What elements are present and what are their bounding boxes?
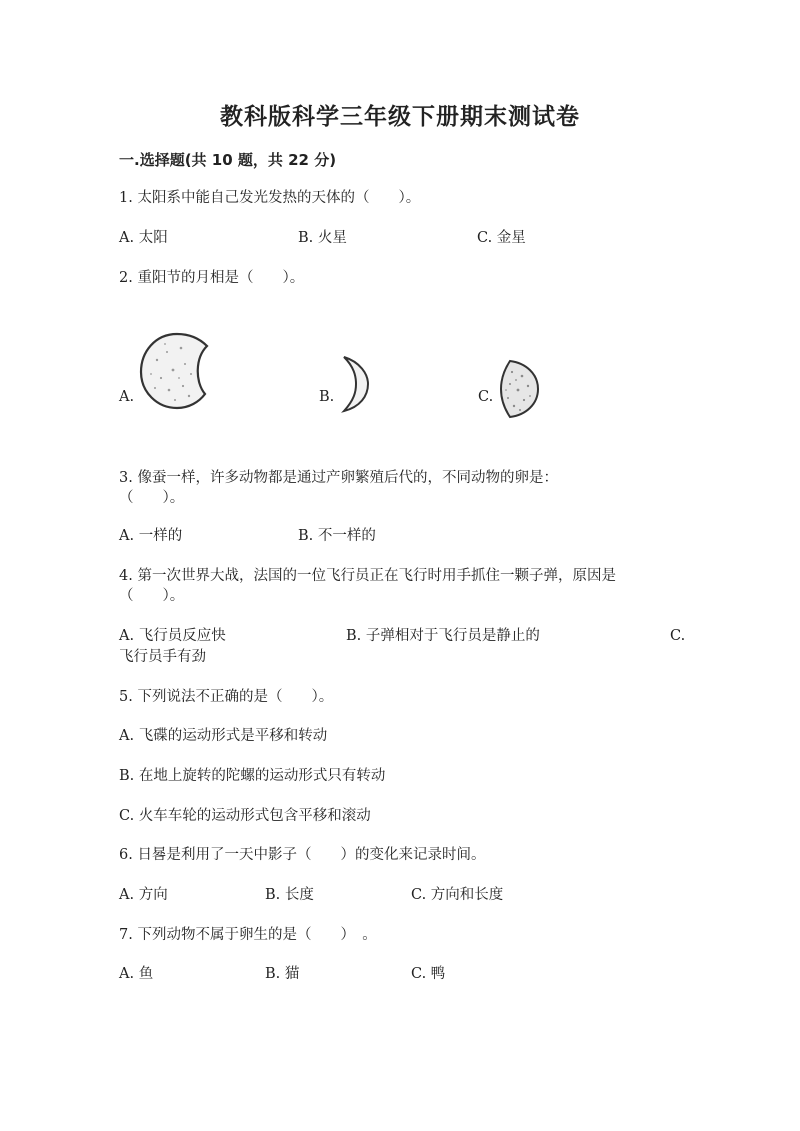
question-2-option-c[interactable]: C.	[478, 389, 494, 405]
question-3-stem-line1: 3. 像蚕一样，许多动物都是通过产卵繁殖后代的，不同动物的卵是：	[119, 470, 558, 486]
section-heading: 一.选择题(共 10 题，共 22 分)	[119, 151, 337, 169]
moon-phase-half-icon	[498, 358, 542, 420]
question-5-option-b[interactable]: B. 在地上旋转的陀螺的运动形式只有转动	[119, 768, 386, 784]
question-6-option-a[interactable]: A. 方向	[119, 887, 168, 903]
moon-phase-crescent-icon	[336, 354, 370, 414]
question-4-option-a[interactable]: A. 飞行员反应快	[119, 628, 226, 644]
question-7-option-a[interactable]: A. 鱼	[119, 966, 154, 982]
question-1-option-a[interactable]: A. 太阳	[119, 230, 168, 246]
question-5-option-a[interactable]: A. 飞碟的运动形式是平移和转动	[119, 728, 328, 744]
question-4-option-c-label[interactable]: C.	[670, 628, 686, 644]
question-4-stem-line2: （ ）。	[119, 588, 185, 604]
question-2-option-a[interactable]: A.	[119, 389, 135, 405]
question-3-option-a[interactable]: A. 一样的	[119, 528, 183, 544]
question-1-stem: 1. 太阳系中能自己发光发热的天体的（ ）。	[119, 190, 421, 206]
question-5-option-c[interactable]: C. 火车车轮的运动形式包含平移和滚动	[119, 808, 371, 824]
question-3-stem-line2: （ ）。	[119, 490, 185, 506]
question-4-stem-line1: 4. 第一次世界大战，法国的一位飞行员正在飞行时用手抓住一颗子弹，原因是	[119, 568, 616, 584]
question-7-stem: 7. 下列动物不属于卵生的是（ ） 。	[119, 927, 377, 943]
question-4-option-c-text[interactable]: 飞行员手有劲	[119, 649, 206, 665]
question-1-option-c[interactable]: C. 金星	[477, 230, 526, 246]
question-1-option-b[interactable]: B. 火星	[298, 230, 347, 246]
question-2-stem: 2. 重阳节的月相是（ ）。	[119, 270, 305, 286]
question-6-stem: 6. 日晷是利用了一天中影子（ ）的变化来记录时间。	[119, 847, 486, 863]
question-6-option-b[interactable]: B. 长度	[265, 887, 314, 903]
question-3-option-b[interactable]: B. 不一样的	[298, 528, 376, 544]
page-title: 教科版科学三年级下册期末测试卷	[220, 104, 580, 130]
question-2-option-b[interactable]: B.	[319, 389, 335, 405]
question-7-option-b[interactable]: B. 猫	[265, 966, 300, 982]
question-4-option-b[interactable]: B. 子弹相对于飞行员是静止的	[346, 628, 540, 644]
question-5-stem: 5. 下列说法不正确的是（ ）。	[119, 689, 334, 705]
moon-phase-gibbous-icon	[137, 330, 213, 412]
question-6-option-c[interactable]: C. 方向和长度	[411, 887, 504, 903]
question-7-option-c[interactable]: C. 鸭	[411, 966, 446, 982]
